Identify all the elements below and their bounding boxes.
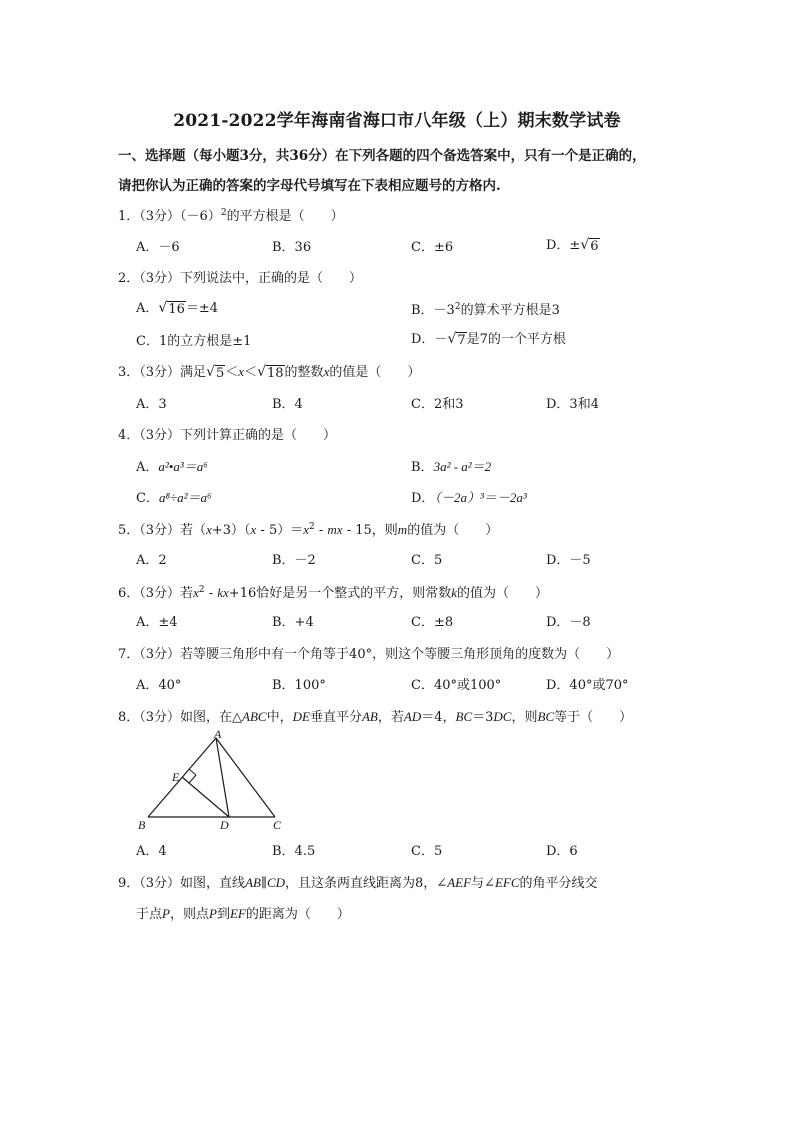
q2-option-d: D．－ √ 7 是7的一个平方根: [411, 331, 566, 348]
q5-option-b: B．－2: [272, 553, 316, 568]
question-5: 5．（3分）若$(x+3)(x - 5)=x^2$ - mx - 15，则m的值为（ ）: [118, 522, 499, 538]
q8-option-c: C．5: [411, 844, 443, 859]
radical-icon: √ 18: [257, 364, 284, 381]
q4-option-b: B．3a² - a²＝2: [411, 459, 492, 475]
question-9: 9．（3分）如图，直线AB∥CD，且这条两直线距离为8，∠AEF与∠EFC的角平分线交: [118, 875, 598, 891]
label-b: B: [138, 818, 146, 832]
q8-option-b: B．4.5: [272, 844, 316, 859]
question-1: 1．（3分）$(-6)^2$的平方根是（ ）: [118, 208, 344, 224]
q6-option-b: B．+4: [272, 615, 314, 630]
q3-option-b: B．4: [272, 397, 303, 412]
question-7: 7．（3分）若等腰三角形中有一个角等于40°，则这个等腰三角形顶角的度数为（ ）: [118, 647, 620, 662]
q6-option-a: A．±4: [136, 615, 178, 630]
question-3: 3．（3分）满足 √ 5 ＜x＜ √ 18 的整数x的值是（ ）: [118, 364, 421, 381]
question-2: 2．（3分）下列说法中，正确的是（ ）: [118, 271, 363, 286]
q8-option-d: D．6: [546, 844, 578, 859]
q6-option-d: D．－8: [546, 615, 591, 630]
right-angle-mark-icon: [189, 769, 196, 783]
section-instructions-line2: 请把你认为正确的答案的字母代号填写在下表相应题号的方格内.: [118, 178, 501, 194]
label-e: E: [172, 770, 180, 784]
q2-option-c: C．1的立方根是±1: [136, 334, 252, 349]
radical-icon: √ 6: [580, 237, 599, 254]
q5-option-d: D．－5: [546, 553, 591, 568]
q4-option-d: D．（－2a）³＝－2a³: [411, 490, 527, 506]
page-title: 2021-2022学年海南省海口市八年级（上）期末数学试卷: [173, 111, 621, 131]
q8-option-a: A．4: [136, 844, 167, 859]
question-9-line2: 于点P，则点P到EF的距离为（ ）: [136, 906, 350, 922]
radical-icon: √ 7: [447, 331, 466, 348]
segment-ac: [216, 738, 275, 817]
q7-option-c: C．40°或100°: [411, 678, 502, 693]
q7-option-a: A．40°: [136, 678, 182, 693]
q2-option-b: B．$-3^2$的算术平方根是3: [411, 302, 560, 318]
label-d: D: [220, 818, 229, 832]
q1-option-c: C．±6: [411, 240, 454, 255]
radical-icon: √ 16: [158, 300, 185, 317]
question-6: 6．（3分）若$x^2 - kx+16$恰好是另一个整式的平方，则常数k的值为（ ）: [118, 585, 549, 601]
question-8: 8．（3分）如图，在△ABC中，DE垂直平分AB，若AD＝4，BC＝3DC，则BC等于（ ）: [118, 709, 633, 725]
q4-option-c: C．a⁸÷a²＝a⁶: [136, 490, 212, 506]
label-c: C: [273, 818, 282, 832]
q6-option-c: C．±8: [411, 615, 454, 630]
q5-option-a: A．2: [136, 553, 167, 568]
label-a: A: [214, 728, 222, 741]
segment-ad: [216, 738, 229, 817]
q2-option-a: A． √ 16 ＝±4: [136, 300, 219, 317]
q7-option-d: D．40°或70°: [546, 678, 629, 693]
q1-option-a: A．－6: [136, 240, 180, 255]
q1-option-d: D．± √ 6: [546, 237, 599, 254]
triangle-figure: [136, 728, 296, 836]
q3-option-c: C．2和3: [411, 397, 464, 412]
q4-option-a: A．a²•a³＝a⁶: [136, 459, 208, 475]
radical-icon: √ 5: [206, 364, 225, 381]
q3-option-d: D．3和4: [546, 397, 599, 412]
question-4: 4．（3分）下列计算正确的是（ ）: [118, 428, 337, 443]
q7-option-b: B．100°: [272, 678, 326, 693]
section-instructions-line1: 一、选择题（每小题3分，共36分）在下列各题的四个备选答案中，只有一个是正确的，: [118, 148, 646, 164]
q1-option-b: B．36: [272, 240, 312, 255]
q3-option-a: A．3: [136, 397, 167, 412]
q5-option-c: C．5: [411, 553, 443, 568]
